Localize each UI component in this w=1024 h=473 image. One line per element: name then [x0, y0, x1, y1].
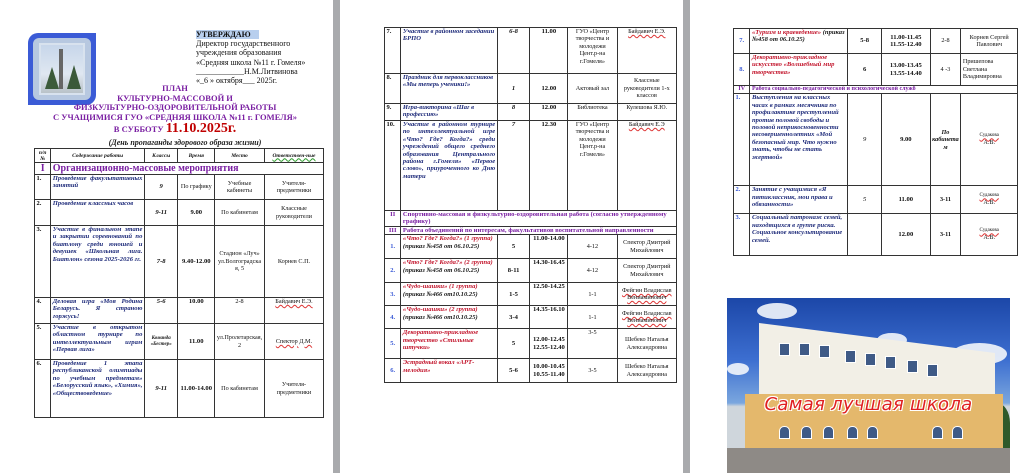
row-num: 10.: [385, 121, 401, 211]
approval-line: учреждения образования: [196, 48, 282, 58]
row-work: Проведение факультативных занятий: [51, 175, 145, 200]
row-place: По кабинетам: [215, 360, 265, 418]
row-time: 11.00: [882, 186, 930, 214]
row-classes: [848, 214, 882, 256]
document-page-2: [340, 0, 683, 473]
row-classes: Команда «Бестер»: [144, 324, 178, 360]
row-time: 12.00: [882, 214, 930, 256]
row-classes: 7: [497, 121, 530, 211]
title-line: КУЛЬТУРНО-МАССОВОЙ И: [117, 92, 233, 103]
row-num: 1.: [385, 235, 401, 259]
row-place: 2-8: [930, 29, 961, 54]
row-num: 3.: [385, 283, 401, 306]
section-title: Работа объединений по интересам, факультативов воспитательной направленности: [401, 226, 677, 234]
page-gutter: [333, 0, 340, 473]
table-row: [35, 200, 324, 226]
title-line: С УЧАЩИМИСЯ ГУО «СРЕДНЯЯ ШКОЛА №11 г. ГОМЕЛЯ»: [53, 111, 297, 122]
row-classes: 9: [144, 175, 178, 200]
plan-table-page-3: [733, 28, 1018, 256]
row-place: По кабинетам: [930, 94, 961, 186]
row-time: 14.35-16.10: [530, 306, 568, 329]
row-classes: 3-4: [497, 306, 530, 329]
row-classes: 9-11: [144, 360, 178, 418]
row-num: 4.: [385, 306, 401, 329]
row-work: Участие в открытом областном турнире по интеллектуальным играм «Первая лига»: [51, 324, 145, 360]
row-work: Выступления на классных часах в рамках месячника по профилактике преступлений против половой свободы и половой неприкосновенности несовершеннолетних «Мой безопасный мир. Что нужно знать, чтобы не стать жертвой»: [750, 94, 848, 186]
row-work: [750, 29, 848, 54]
row-place: Учебные кабинеты: [215, 175, 265, 200]
row-work: [750, 54, 848, 86]
row-work: Участие в финальном этапе и закрытии соревнований по биатлону среди юношей и девушек «Школьная лига. Биатлон» сезона 2025-2026 гг.: [51, 226, 145, 298]
row-time: 9.00: [882, 94, 930, 186]
work-title: «Чудо-шашки» (2 группа): [402, 306, 478, 314]
row-place: 4-12: [568, 259, 617, 283]
section-title: Работа социально-педагогической и психологической служб: [750, 86, 1018, 94]
header-responsible: Ответствен-ные: [264, 149, 323, 163]
header-work: Содержание работы: [51, 149, 145, 163]
row-work: Деловая игра «Моя Родина Беларусь. Я страною горжусь!: [51, 298, 145, 324]
header-time: Время: [178, 149, 215, 163]
row-num: 7.: [734, 29, 750, 54]
responsible-initials: А.В.: [983, 234, 996, 241]
work-title: «Чудо-шашки» (1 группа): [402, 283, 478, 291]
row-classes: 9-11: [144, 200, 178, 226]
row-num: 1.: [35, 175, 51, 200]
row-num: 2.: [734, 186, 750, 214]
row-classes: 8-11: [497, 259, 530, 283]
row-num: 4.: [35, 298, 51, 324]
work-order: (приказ №466 от10.10.25): [402, 313, 478, 321]
table-row: [35, 298, 324, 324]
work-title: Декоративно-прикладное искусство «Волшебный мир творчества»: [751, 54, 835, 76]
row-place: Библиотека: [568, 104, 617, 121]
title-line: ФИЗКУЛЬТУРНО-ОЗДОРОВИТЕЛЬНОЙ РАБОТЫ: [73, 102, 277, 113]
row-responsible: Байдавич Е.Э.: [617, 28, 676, 74]
row-classes: 5-8: [848, 29, 882, 54]
row-work: [401, 329, 497, 359]
row-work: Участие в районном турнире по интеллектуальной игре «Что? Где? Когда?» среди учреждений общего среднего образования Центрального района г.Гомеля» «Первое слово», приуроченного ко Дню матери: [401, 121, 497, 211]
row-work: Участие в районном заседании БРПО: [401, 28, 497, 74]
row-place: 1-1: [568, 283, 617, 306]
document-page-3: [690, 0, 1024, 473]
page-gutter: [683, 0, 690, 473]
table-row: [385, 104, 677, 121]
row-num: 7.: [385, 28, 401, 74]
row-time: 12.00: [530, 104, 568, 121]
table-header-row: [35, 149, 324, 163]
photo-caption: Самая лучшая школа: [764, 394, 973, 415]
row-place: 3-11: [930, 214, 961, 256]
row-classes: 5-6: [497, 359, 530, 383]
title-line: ПЛАН: [162, 83, 188, 93]
table-row: [385, 259, 677, 283]
work-title: «Что? Где? Когда?» (1 группа): [402, 235, 493, 243]
row-place: 3-5: [568, 359, 617, 383]
row-time: 13.00-13.45 13.55-14.40: [882, 54, 930, 86]
row-time: 10.00-10.45 10.55-11.40: [530, 359, 568, 383]
row-work: Игра-викторина «Шаг в профессию»: [401, 104, 497, 121]
row-place: 4 -3: [930, 54, 961, 86]
approval-heading: УТВЕРЖДАЮ: [196, 30, 259, 39]
table-row: [35, 226, 324, 298]
table-row: [385, 28, 677, 74]
row-work: [401, 283, 497, 306]
row-responsible: Учителя-предметники: [264, 360, 323, 418]
responsible-initials: А.В.: [983, 199, 996, 206]
responsible-surname: Судакова: [979, 193, 999, 199]
row-place: ГУО «Центр творчества и молодежи Цент.р-на г.Гомеля»: [568, 121, 617, 211]
work-order: (приказ №458 от 06.10.25): [751, 29, 845, 44]
table-row: [35, 175, 324, 200]
row-work: Проведение 1 этапа республиканской олимпиады по учебным предметам» «Белорусский язык», «Химия», «Обществоведение»: [51, 360, 145, 418]
table-row: [35, 360, 324, 418]
row-num: 3.: [35, 226, 51, 298]
row-num: 1.: [734, 94, 750, 186]
row-place: Актовый зал: [568, 74, 617, 104]
row-num: 5.: [35, 324, 51, 360]
row-place: По кабинетам: [215, 200, 265, 226]
table-row: [734, 186, 1018, 214]
row-place: ГУО «Центр творчества и молодежи Цент.р-на г.Гомеля»: [568, 28, 617, 74]
row-time: 11.00-11.45 11.55-12.40: [882, 29, 930, 54]
row-time: 11.00-14.00: [178, 360, 215, 418]
document-page-1: [0, 0, 333, 473]
row-responsible: Шебеко Наталья Александровна: [617, 359, 676, 383]
row-work: [401, 259, 497, 283]
table-row: [734, 94, 1018, 186]
row-num: 3.: [734, 214, 750, 256]
row-time: 14.30-16.45: [530, 259, 568, 283]
row-time: 12.50-14.25: [530, 283, 568, 306]
row-num: 8.: [734, 54, 750, 86]
row-classes: 6-8: [497, 28, 530, 74]
row-classes: 6: [848, 54, 882, 86]
row-classes: 5: [497, 235, 530, 259]
date-prefix: В СУББОТУ: [113, 124, 164, 135]
row-classes: 5: [497, 329, 530, 359]
header-place: Место: [215, 149, 265, 163]
table-row: [385, 359, 677, 383]
section-number: I: [35, 163, 51, 175]
row-num: 2.: [385, 259, 401, 283]
row-classes: 7-8: [144, 226, 178, 298]
row-responsible: Шебеко Наталья Александровна: [617, 329, 676, 359]
row-num: 8.: [385, 74, 401, 104]
plan-table-page-1: [34, 148, 324, 418]
document-subtitle: (День пропаганды здорового образа жизни): [108, 138, 262, 147]
row-work: Занятие с учащимися «Я пятиклассник, мои права и обязанности»: [750, 186, 848, 214]
row-responsible: [961, 186, 1018, 214]
work-order: (приказ №458 от 06.10.25): [402, 242, 480, 250]
row-responsible: Учителя-предметники: [264, 175, 323, 200]
title-date-line: [20, 121, 330, 137]
row-classes: 5: [848, 186, 882, 214]
row-responsible: Корнев Сергей Павлович: [961, 29, 1018, 54]
row-place: Стадион «Луч» ул.Волгоградская, 5: [215, 226, 265, 298]
row-responsible: Классные руководители: [264, 200, 323, 226]
table-row: [385, 74, 677, 104]
row-time: 11.00: [530, 28, 568, 74]
section-number: IV: [734, 86, 750, 94]
row-num: 2.: [35, 200, 51, 226]
row-num: 9.: [385, 104, 401, 121]
row-place: ул.Пролетарская,2: [215, 324, 265, 360]
document-title: [20, 84, 330, 135]
row-work: Социальный патронаж семей, находящихся в группе риска. Социальное консультирование семей.: [750, 214, 848, 256]
row-responsible: Байдавич Е.Э.: [264, 298, 323, 324]
section-number: II: [385, 211, 401, 227]
row-classes: 1-5: [497, 283, 530, 306]
section-title: Спортивно-массовая и физкультурно-оздоровительная работа (согласно утвержденному графику): [401, 211, 677, 227]
row-responsible: Пришепова Светлана Владимировна: [961, 54, 1018, 86]
approval-line: Директор государственного: [196, 39, 291, 49]
table-row: [734, 29, 1018, 54]
row-classes: 5-6: [144, 298, 178, 324]
header-classes: Классы: [144, 149, 178, 163]
section-number: III: [385, 226, 401, 234]
section-row: [385, 211, 677, 227]
row-work: Праздник для первоклассников «Мы теперь ученики!»: [401, 74, 497, 104]
row-responsible: [961, 94, 1018, 186]
row-place: 3-5: [568, 329, 617, 359]
row-time: 9.00: [178, 200, 215, 226]
table-row: [734, 54, 1018, 86]
table-row: [734, 214, 1018, 256]
section-row: [385, 226, 677, 234]
work-order: (приказ №458 от 06.10.25): [402, 266, 480, 274]
work-title: Декоративно-прикладное творчество «Стильные штучки»: [402, 329, 479, 352]
row-responsible: Байдавич Е.Э: [617, 121, 676, 211]
approval-block: [196, 30, 328, 85]
row-responsible: Спектор Дмитрий Михайлович: [617, 235, 676, 259]
row-responsible: Корнев С.П.: [264, 226, 323, 298]
row-num: 5.: [385, 329, 401, 359]
table-row: [385, 283, 677, 306]
event-date: 11.10.2025г.: [165, 121, 237, 137]
approval-signature: ____________Н.М.Литвинова: [196, 66, 298, 76]
section-row: [35, 163, 324, 175]
school-building-photo: [727, 298, 1010, 473]
row-time: 10.00: [178, 298, 215, 324]
row-time: 12.00-12.45 12.55-12.40: [530, 329, 568, 359]
row-work: Проведение классных часов: [51, 200, 145, 226]
row-time: По графику: [178, 175, 215, 200]
row-time: 11.00: [178, 324, 215, 360]
table-row: [385, 121, 677, 211]
row-responsible: Кулешова Я.Ю.: [617, 104, 676, 121]
row-num: 6.: [385, 359, 401, 383]
row-responsible: Спектор Дмитрий Михайлович: [617, 259, 676, 283]
work-title: «Что? Где? Когда?» (2 группа): [402, 259, 493, 267]
building-upper-floors: [759, 323, 995, 398]
table-row: [385, 306, 677, 329]
row-responsible: Фейгин Владислав Вениаминович: [617, 283, 676, 306]
row-responsible: Фейгин Владислав Вениаминович: [617, 306, 676, 329]
responsible-surname: Судакова: [979, 133, 999, 139]
row-classes: 1: [497, 74, 530, 104]
responsible-initials: А.В.: [983, 139, 996, 146]
row-work: [401, 359, 497, 383]
row-work: [401, 306, 497, 329]
row-responsible: Классные руководители 1-х классов: [617, 74, 676, 104]
header-num: п/п №: [35, 149, 51, 163]
row-responsible: [961, 214, 1018, 256]
approval-line: «Средняя школа №11 г. Гомеля»: [196, 57, 306, 67]
plan-table-page-2: [384, 27, 677, 383]
row-place: 2-8: [215, 298, 265, 324]
row-time: 9.40-12.00: [178, 226, 215, 298]
row-time: 12.00: [530, 74, 568, 104]
table-row: [35, 324, 324, 360]
row-time: 11.00-14.00: [530, 235, 568, 259]
row-place: 3-11: [930, 186, 961, 214]
approval-date: «_6 » октября___ 2025г.: [196, 76, 277, 86]
section-title: Организационно-массовые мероприятия: [51, 163, 324, 175]
row-place: 4-12: [568, 235, 617, 259]
responsible-surname: Судакова: [979, 228, 999, 234]
row-time: 12.30: [530, 121, 568, 211]
row-responsible: Спектор Д.М.: [264, 324, 323, 360]
row-classes: 8: [497, 104, 530, 121]
table-row: [385, 329, 677, 359]
work-title: «Туризм и краеведение»: [751, 29, 822, 36]
table-row: [385, 235, 677, 259]
row-classes: 9: [848, 94, 882, 186]
row-place: 1-1: [568, 306, 617, 329]
section-row: [734, 86, 1018, 94]
work-order: (приказ №466 от10.10.25): [402, 290, 478, 298]
row-num: 6.: [35, 360, 51, 418]
work-title: Эстрадный вокал «АРТ-мелодия»: [402, 359, 475, 374]
row-work: [401, 235, 497, 259]
